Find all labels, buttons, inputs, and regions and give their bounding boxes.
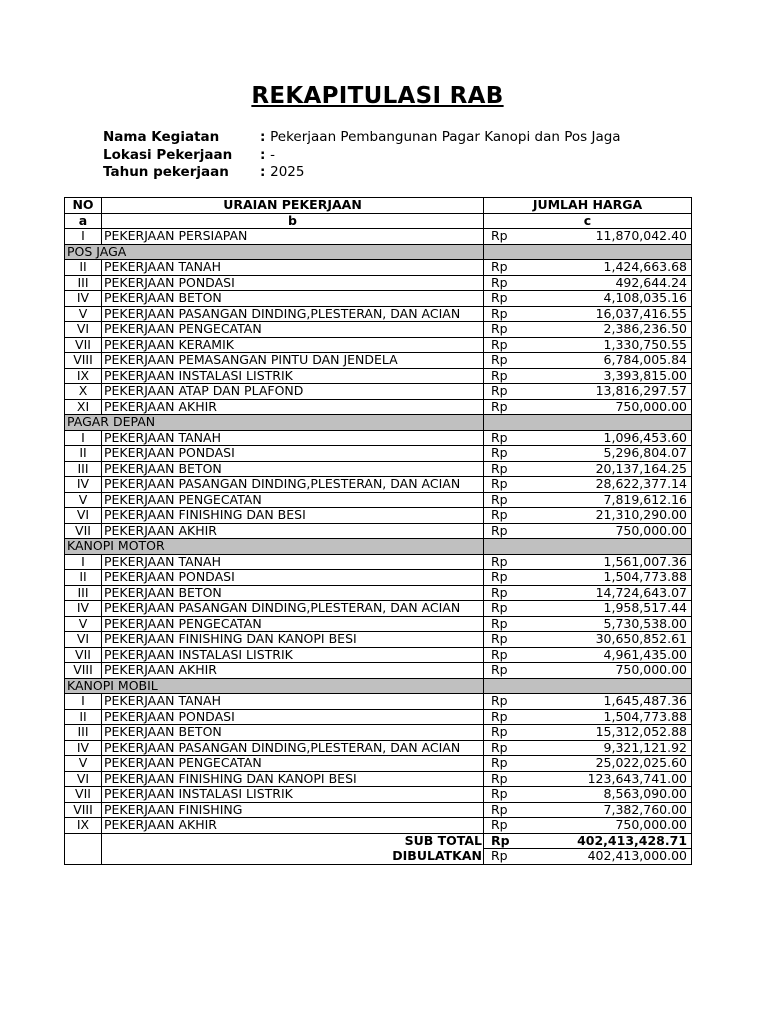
row-description: PEKERJAAN PERSIAPAN bbox=[102, 229, 484, 245]
info-label: Nama Kegiatan bbox=[103, 129, 220, 145]
row-currency: Rp bbox=[484, 585, 524, 601]
row-amount: 7,382,760.00 bbox=[524, 802, 692, 818]
section-amount-empty bbox=[484, 415, 692, 431]
row-currency: Rp bbox=[484, 616, 524, 632]
table-row bbox=[65, 260, 692, 276]
row-description: PEKERJAAN BETON bbox=[102, 585, 484, 601]
row-amount: 1,561,007.36 bbox=[524, 554, 692, 570]
info-row-tahun bbox=[103, 163, 304, 181]
table-row bbox=[65, 740, 692, 756]
row-description: PEKERJAAN AKHIR bbox=[102, 818, 484, 834]
row-currency: Rp bbox=[484, 771, 524, 787]
row-number: V bbox=[65, 756, 102, 772]
row-currency: Rp bbox=[484, 477, 524, 493]
row-amount: 7,819,612.16 bbox=[524, 492, 692, 508]
row-amount: 6,784,005.84 bbox=[524, 353, 692, 369]
row-amount: 4,961,435.00 bbox=[524, 647, 692, 663]
row-currency: Rp bbox=[484, 709, 524, 725]
table-row bbox=[65, 430, 692, 446]
row-currency: Rp bbox=[484, 570, 524, 586]
section-amount-empty bbox=[484, 678, 692, 694]
row-currency: Rp bbox=[484, 384, 524, 400]
row-currency: Rp bbox=[484, 275, 524, 291]
row-description: PEKERJAAN PONDASI bbox=[102, 570, 484, 586]
table-subheader-row bbox=[65, 213, 692, 229]
table-row bbox=[65, 275, 692, 291]
row-number: IV bbox=[65, 740, 102, 756]
row-description: PEKERJAAN TANAH bbox=[102, 260, 484, 276]
row-number: VI bbox=[65, 508, 102, 524]
row-amount: 492,644.24 bbox=[524, 275, 692, 291]
row-number: II bbox=[65, 709, 102, 725]
row-currency: Rp bbox=[484, 430, 524, 446]
table-row bbox=[65, 492, 692, 508]
row-number: IX bbox=[65, 818, 102, 834]
currency-label: Rp bbox=[484, 849, 524, 865]
row-currency: Rp bbox=[484, 647, 524, 663]
header-no: NO bbox=[65, 198, 102, 214]
info-label: Tahun pekerjaan bbox=[103, 164, 229, 180]
row-number: VI bbox=[65, 771, 102, 787]
row-currency: Rp bbox=[484, 601, 524, 617]
table-row bbox=[65, 787, 692, 803]
row-description: PEKERJAAN TANAH bbox=[102, 430, 484, 446]
section-row bbox=[65, 415, 692, 431]
row-number: VII bbox=[65, 647, 102, 663]
dibulatkan-label: DIBULATKAN bbox=[102, 849, 484, 865]
colon: : bbox=[260, 129, 271, 145]
row-description: PEKERJAAN PENGECATAN bbox=[102, 322, 484, 338]
row-number: VI bbox=[65, 632, 102, 648]
colon: : bbox=[260, 147, 271, 163]
row-amount: 2,386,236.50 bbox=[524, 322, 692, 338]
info-label: Lokasi Pekerjaan bbox=[103, 147, 233, 163]
row-amount: 1,330,750.55 bbox=[524, 337, 692, 353]
row-currency: Rp bbox=[484, 740, 524, 756]
row-description: PEKERJAAN TANAH bbox=[102, 554, 484, 570]
row-number: VIII bbox=[65, 802, 102, 818]
row-currency: Rp bbox=[484, 446, 524, 462]
row-currency: Rp bbox=[484, 322, 524, 338]
row-description: PEKERJAAN PASANGAN DINDING,PLESTERAN, DAN ACIAN bbox=[102, 477, 484, 493]
row-number: IX bbox=[65, 368, 102, 384]
table-row bbox=[65, 508, 692, 524]
table-row bbox=[65, 570, 692, 586]
colon: : bbox=[260, 164, 271, 180]
row-number: X bbox=[65, 384, 102, 400]
table-row bbox=[65, 461, 692, 477]
dibulatkan-spacer bbox=[65, 849, 102, 865]
row-number: VII bbox=[65, 337, 102, 353]
info-value: - bbox=[270, 147, 275, 163]
row-currency: Rp bbox=[484, 663, 524, 679]
section-row bbox=[65, 678, 692, 694]
row-amount: 1,504,773.88 bbox=[524, 709, 692, 725]
row-number: III bbox=[65, 725, 102, 741]
subheader-c: c bbox=[484, 213, 692, 229]
row-currency: Rp bbox=[484, 818, 524, 834]
table-row bbox=[65, 585, 692, 601]
row-amount: 25,022,025.60 bbox=[524, 756, 692, 772]
row-amount: 1,958,517.44 bbox=[524, 601, 692, 617]
sub-total-amount: 402,413,428.71 bbox=[524, 833, 692, 849]
row-amount: 123,643,741.00 bbox=[524, 771, 692, 787]
row-number: III bbox=[65, 461, 102, 477]
row-amount: 9,321,121.92 bbox=[524, 740, 692, 756]
sub-total-label: SUB TOTAL bbox=[102, 833, 484, 849]
row-currency: Rp bbox=[484, 291, 524, 307]
row-description: PEKERJAAN PASANGAN DINDING,PLESTERAN, DAN ACIAN bbox=[102, 306, 484, 322]
row-description: PEKERJAAN PONDASI bbox=[102, 446, 484, 462]
row-currency: Rp bbox=[484, 802, 524, 818]
section-amount-empty bbox=[484, 539, 692, 555]
row-currency: Rp bbox=[484, 306, 524, 322]
row-number: IV bbox=[65, 477, 102, 493]
rab-table bbox=[64, 197, 692, 865]
row-amount: 11,870,042.40 bbox=[524, 229, 692, 245]
table-row bbox=[65, 554, 692, 570]
row-description: PEKERJAAN FINISHING DAN KANOPI BESI bbox=[102, 632, 484, 648]
row-description: PEKERJAAN FINISHING DAN KANOPI BESI bbox=[102, 771, 484, 787]
section-row bbox=[65, 539, 692, 555]
row-number: I bbox=[65, 554, 102, 570]
row-description: PEKERJAAN INSTALASI LISTRIK bbox=[102, 647, 484, 663]
row-currency: Rp bbox=[484, 229, 524, 245]
sub-total-spacer bbox=[65, 833, 102, 849]
row-number: I bbox=[65, 229, 102, 245]
row-number: V bbox=[65, 616, 102, 632]
table-row bbox=[65, 709, 692, 725]
row-currency: Rp bbox=[484, 353, 524, 369]
row-number: III bbox=[65, 585, 102, 601]
table-row bbox=[65, 694, 692, 710]
row-currency: Rp bbox=[484, 260, 524, 276]
row-number: II bbox=[65, 570, 102, 586]
row-description: PEKERJAAN INSTALASI LISTRIK bbox=[102, 787, 484, 803]
row-amount: 750,000.00 bbox=[524, 663, 692, 679]
row-description: PEKERJAAN TANAH bbox=[102, 694, 484, 710]
row-number: III bbox=[65, 275, 102, 291]
row-description: PEKERJAAN BETON bbox=[102, 291, 484, 307]
row-description: PEKERJAAN PASANGAN DINDING,PLESTERAN, DAN ACIAN bbox=[102, 740, 484, 756]
row-description: PEKERJAAN PENGECATAN bbox=[102, 616, 484, 632]
table-row bbox=[65, 322, 692, 338]
row-currency: Rp bbox=[484, 787, 524, 803]
row-amount: 28,622,377.14 bbox=[524, 477, 692, 493]
row-currency: Rp bbox=[484, 523, 524, 539]
row-description: PEKERJAAN AKHIR bbox=[102, 523, 484, 539]
row-currency: Rp bbox=[484, 554, 524, 570]
row-number: I bbox=[65, 694, 102, 710]
row-amount: 1,424,663.68 bbox=[524, 260, 692, 276]
row-currency: Rp bbox=[484, 508, 524, 524]
row-number: VII bbox=[65, 787, 102, 803]
row-description: PEKERJAAN KERAMIK bbox=[102, 337, 484, 353]
row-currency: Rp bbox=[484, 368, 524, 384]
sub-total-row bbox=[65, 833, 692, 849]
info-value: Pekerjaan Pembangunan Pagar Kanopi dan Pos Jaga bbox=[270, 129, 621, 145]
currency-label: Rp bbox=[484, 833, 524, 849]
row-description: PEKERJAAN BETON bbox=[102, 725, 484, 741]
table-row bbox=[65, 632, 692, 648]
section-amount-empty bbox=[484, 244, 692, 260]
row-currency: Rp bbox=[484, 337, 524, 353]
header-jumlah: JUMLAH HARGA bbox=[484, 198, 692, 214]
table-header-row bbox=[65, 198, 692, 214]
table-row bbox=[65, 353, 692, 369]
table-row bbox=[65, 802, 692, 818]
subheader-a: a bbox=[65, 213, 102, 229]
row-amount: 750,000.00 bbox=[524, 818, 692, 834]
row-amount: 5,296,804.07 bbox=[524, 446, 692, 462]
row-amount: 3,393,815.00 bbox=[524, 368, 692, 384]
row-amount: 750,000.00 bbox=[524, 399, 692, 415]
page-title: REKAPITULASI RAB bbox=[251, 83, 504, 109]
section-row bbox=[65, 244, 692, 260]
row-currency: Rp bbox=[484, 632, 524, 648]
row-currency: Rp bbox=[484, 399, 524, 415]
subheader-b: b bbox=[102, 213, 484, 229]
row-number: VII bbox=[65, 523, 102, 539]
row-description: PEKERJAAN ATAP DAN PLAFOND bbox=[102, 384, 484, 400]
row-amount: 20,137,164.25 bbox=[524, 461, 692, 477]
row-amount: 5,730,538.00 bbox=[524, 616, 692, 632]
row-currency: Rp bbox=[484, 492, 524, 508]
row-number: V bbox=[65, 306, 102, 322]
row-description: PEKERJAAN PEMASANGAN PINTU DAN JENDELA bbox=[102, 353, 484, 369]
row-description: PEKERJAAN AKHIR bbox=[102, 663, 484, 679]
info-value: 2025 bbox=[270, 164, 305, 180]
section-label: POS JAGA bbox=[65, 244, 484, 260]
row-amount: 16,037,416.55 bbox=[524, 306, 692, 322]
row-number: VIII bbox=[65, 353, 102, 369]
row-number: IV bbox=[65, 291, 102, 307]
row-amount: 8,563,090.00 bbox=[524, 787, 692, 803]
info-row-nama-kegiatan bbox=[103, 128, 621, 146]
table-row bbox=[65, 523, 692, 539]
row-number: IV bbox=[65, 601, 102, 617]
row-description: PEKERJAAN FINISHING bbox=[102, 802, 484, 818]
row-currency: Rp bbox=[484, 461, 524, 477]
table-row bbox=[65, 647, 692, 663]
row-description: PEKERJAAN INSTALASI LISTRIK bbox=[102, 368, 484, 384]
section-label: PAGAR DEPAN bbox=[65, 415, 484, 431]
row-number: II bbox=[65, 260, 102, 276]
table-row bbox=[65, 756, 692, 772]
dibulatkan-amount: 402,413,000.00 bbox=[524, 849, 692, 865]
row-amount: 4,108,035.16 bbox=[524, 291, 692, 307]
row-description: PEKERJAAN FINISHING DAN BESI bbox=[102, 508, 484, 524]
row-amount: 1,504,773.88 bbox=[524, 570, 692, 586]
section-label: KANOPI MOBIL bbox=[65, 678, 484, 694]
row-number: VI bbox=[65, 322, 102, 338]
row-description: PEKERJAAN PONDASI bbox=[102, 275, 484, 291]
row-number: VIII bbox=[65, 663, 102, 679]
dibulatkan-row bbox=[65, 849, 692, 865]
row-description: PEKERJAAN PASANGAN DINDING,PLESTERAN, DAN ACIAN bbox=[102, 601, 484, 617]
table-row bbox=[65, 368, 692, 384]
header-uraian: URAIAN PEKERJAAN bbox=[102, 198, 484, 214]
table-row bbox=[65, 306, 692, 322]
table-row bbox=[65, 601, 692, 617]
table-body bbox=[65, 229, 692, 834]
row-currency: Rp bbox=[484, 725, 524, 741]
table-row bbox=[65, 291, 692, 307]
table-row bbox=[65, 229, 692, 245]
table-row bbox=[65, 725, 692, 741]
table-row bbox=[65, 446, 692, 462]
row-amount: 14,724,643.07 bbox=[524, 585, 692, 601]
row-amount: 1,096,453.60 bbox=[524, 430, 692, 446]
table-row bbox=[65, 399, 692, 415]
section-label: KANOPI MOTOR bbox=[65, 539, 484, 555]
table-row bbox=[65, 771, 692, 787]
row-amount: 1,645,487.36 bbox=[524, 694, 692, 710]
table-row bbox=[65, 818, 692, 834]
row-currency: Rp bbox=[484, 756, 524, 772]
row-number: II bbox=[65, 446, 102, 462]
table-row bbox=[65, 616, 692, 632]
table-row bbox=[65, 384, 692, 400]
row-number: V bbox=[65, 492, 102, 508]
row-description: PEKERJAAN BETON bbox=[102, 461, 484, 477]
row-description: PEKERJAAN AKHIR bbox=[102, 399, 484, 415]
row-currency: Rp bbox=[484, 694, 524, 710]
row-amount: 21,310,290.00 bbox=[524, 508, 692, 524]
row-number: XI bbox=[65, 399, 102, 415]
row-amount: 30,650,852.61 bbox=[524, 632, 692, 648]
row-amount: 15,312,052.88 bbox=[524, 725, 692, 741]
row-amount: 13,816,297.57 bbox=[524, 384, 692, 400]
row-description: PEKERJAAN PENGECATAN bbox=[102, 492, 484, 508]
row-description: PEKERJAAN PONDASI bbox=[102, 709, 484, 725]
row-number: I bbox=[65, 430, 102, 446]
table-row bbox=[65, 477, 692, 493]
info-row-lokasi bbox=[103, 146, 275, 164]
row-amount: 750,000.00 bbox=[524, 523, 692, 539]
table-row bbox=[65, 337, 692, 353]
table-row bbox=[65, 663, 692, 679]
row-description: PEKERJAAN PENGECATAN bbox=[102, 756, 484, 772]
